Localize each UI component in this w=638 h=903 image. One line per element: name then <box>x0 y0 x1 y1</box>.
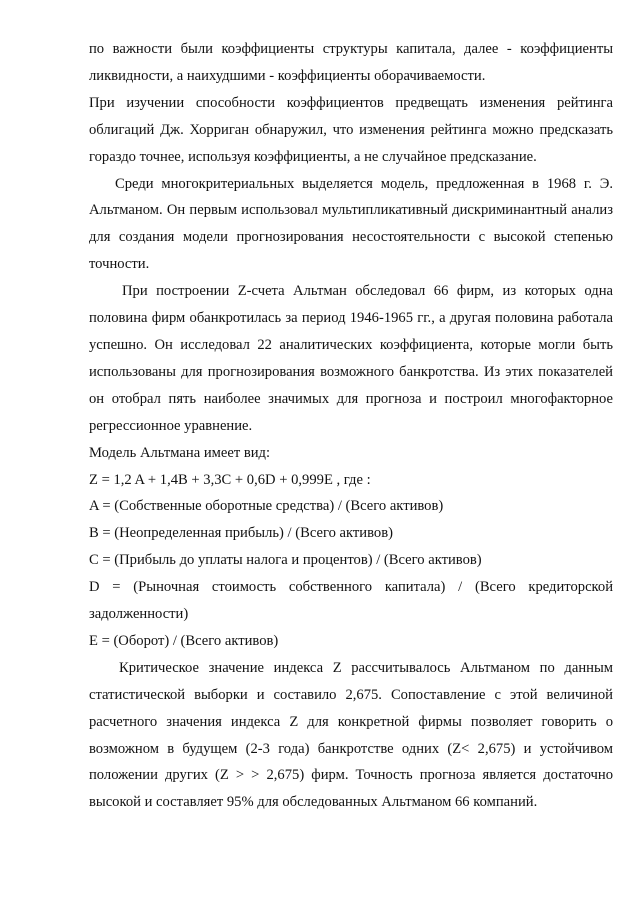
definition-e: E = (Оборот) / (Всего активов) <box>89 632 279 649</box>
definition-d: D = (Рыночная стоимость собственного капитала) / (Всего кредиторской задолженности) <box>89 579 613 623</box>
document-body <box>89 36 613 816</box>
paragraph-ratio-importance: по важности были коэффициенты структуры капитала, далее - коэффициенты ликвидности, а наихудшими - коэффициенты оборачиваемости. <box>89 41 613 84</box>
paragraph-z-score-study: При построении Z-счета Альтман обследовал 66 фирм, из которых одна половина фирм обанкротилась за период 1946-1965 гг., а другая половина работала успешно. Он исследовал 22 аналитических коэффициента, которые могли быть использованы для прогнозирования возможного банкротства. Из этих показателей он отобрал пять наиболее значимых для прогноза и построил многофакторное регрессионное уравнение. <box>89 283 613 434</box>
paragraph-critical-value: Критическое значение индекса Z рассчитывалось Альтманом по данным статистической выборки и составило 2,675. Сопоставление с этой величиной расчетного значения индекса Z для конкретной фирмы позволяет говорить о возможном в будущем (2-3 года) банкротстве одних (Z< 2,675) и устойчивом положении других (Z > > 2,675) фирм. Точность прогноза является достаточно высокой и составляет 95% для обследованных Альтманом 66 компаний. <box>89 659 613 811</box>
definition-a: A = (Собственные оборотные средства) / (Всего активов) <box>89 498 444 515</box>
paragraph-altman-model: Среди многокритериальных выделяется модель, предложенная в 1968 г. Э. Альтманом. Он первым использовал мультипликативный дискриминантный анализ для создания модели прогнозирования несостоятельности с высокой степенью точности. <box>89 175 613 273</box>
definition-c: C = (Прибыль до уплаты налога и процентов) / (Всего активов) <box>89 552 482 569</box>
model-intro: Модель Альтмана имеет вид: <box>89 444 271 461</box>
definition-b: B = (Неопределенная прибыль) / (Всего активов) <box>89 525 393 542</box>
paragraph-horrigan: При изучении способности коэффициентов предвещать изменения рейтинга облигаций Дж. Хорриган обнаружил, что изменения рейтинга можно предсказать гораздо точнее, используя коэффициенты, а не случайное предсказание. <box>89 94 613 165</box>
z-formula: Z = 1,2 A + 1,4B + 3,3C + 0,6D + 0,999E , где : <box>89 471 371 488</box>
